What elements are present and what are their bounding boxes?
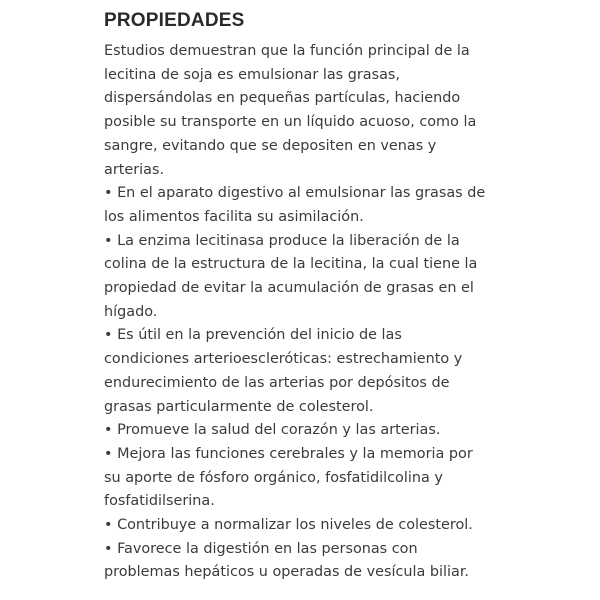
text-line: arterias. [104, 161, 165, 178]
text-line: los alimentos facilita su asimilación. [104, 208, 364, 225]
text-line: dispersándolas en pequeñas partículas, haciendo [104, 90, 461, 107]
bullet-heart-line: • Promueve la salud del corazón y las arterias. [104, 422, 441, 439]
text-line: propiedad de evitar la acumulación de grasas en el [104, 280, 474, 297]
text-line: lecitina de soja es emulsionar las grasas, [104, 66, 400, 83]
text-line: hígado. [104, 303, 158, 320]
text-line: su aporte de fósforo orgánico, fosfatidilcolina y [104, 469, 443, 486]
bullet-brain-line: • Mejora las funciones cerebrales y la memoria por [104, 445, 473, 462]
text-line: problemas hepáticos u operadas de vesícula biliar. [104, 564, 470, 581]
text-line: fosfatidilserina. [104, 493, 215, 510]
bullet-lecitinasa-line: • La enzima lecitinasa produce la liberación de la [104, 232, 460, 249]
text-line: grasas particularmente de colesterol. [104, 398, 374, 415]
bullet-cholesterol-line: • Contribuye a normalizar los niveles de colesterol. [104, 517, 473, 534]
text-line: sangre, evitando que se depositen en venas y [104, 137, 437, 154]
bullet-prevention-line: • Es útil en la prevención del inicio de las [104, 327, 402, 344]
properties-body [104, 40, 524, 585]
bullet-digestive-line: • En el aparato digestivo al emulsionar las grasas de [104, 185, 486, 202]
text-line: posible su transporte en un líquido acuoso, como la [104, 114, 477, 131]
text-line: condiciones arterioescleróticas: estrechamiento y [104, 351, 463, 368]
text-line: colina de la estructura de la lecitina, la cual tiene la [104, 256, 478, 273]
text-line: endurecimiento de las arterias por depósitos de [104, 374, 450, 391]
properties-section [104, 10, 524, 585]
section-heading: PROPIEDADES [104, 10, 245, 31]
text-line: Estudios demuestran que la función principal de la [104, 43, 470, 59]
bullet-digestion-line: • Favorece la digestión en las personas con [104, 540, 418, 557]
